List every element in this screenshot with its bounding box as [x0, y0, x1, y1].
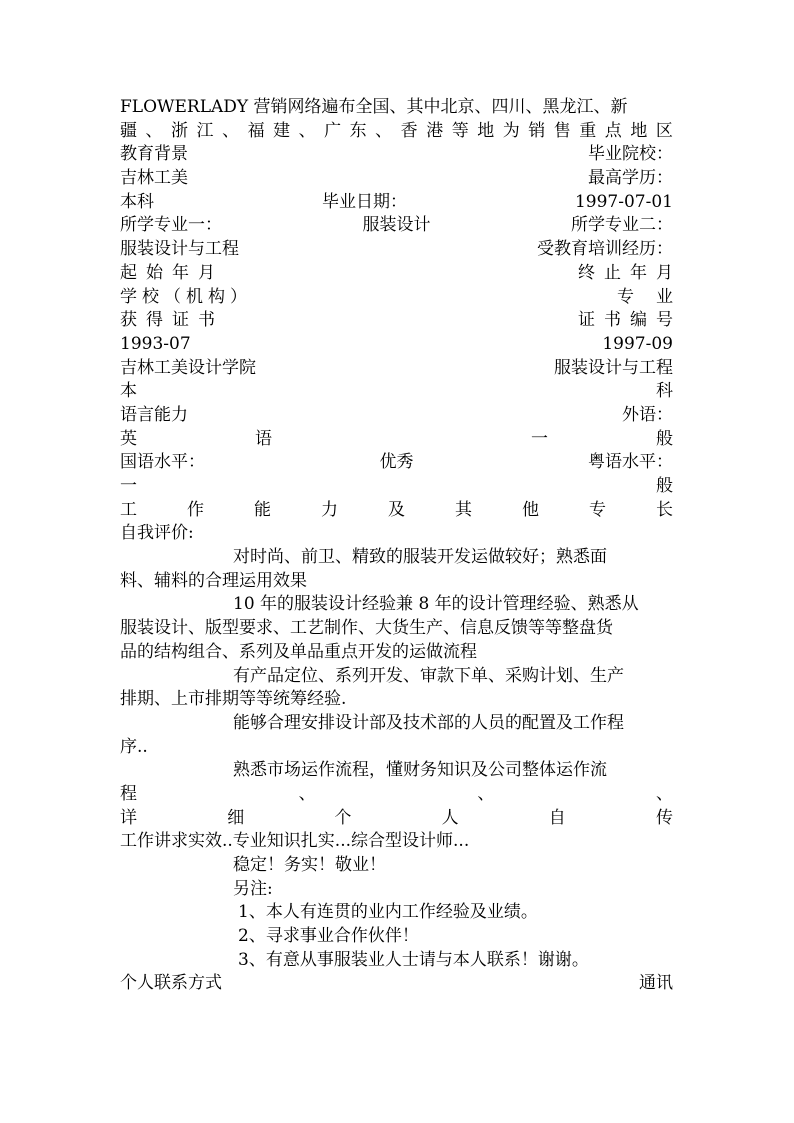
education-heading-row: [120, 143, 673, 167]
intro-char: 疆: [120, 120, 137, 141]
label-char: 学: [120, 286, 137, 307]
major2-row: [120, 238, 673, 262]
heading-char: 详: [120, 807, 137, 828]
text-char: 、: [477, 783, 495, 804]
school-value: 吉林工美: [120, 168, 188, 189]
self-eval-p2-line3: 品的结构组合、系列及单品重点开发的运做流程: [120, 641, 477, 662]
cantonese-level-char: 般: [656, 476, 673, 496]
text-char: 程: [120, 783, 137, 804]
intro-char: 香: [400, 120, 418, 141]
intro-char: 港: [426, 120, 444, 141]
self-eval-p5-line2: [120, 783, 673, 807]
training-end: 1997-09: [602, 333, 673, 354]
intro-char: 地: [630, 120, 648, 141]
major2-label: 所学专业二：: [571, 215, 673, 236]
cert-header-row: [120, 309, 673, 333]
foreign-lang-char: 英: [120, 428, 137, 449]
heading-char: 专: [589, 499, 606, 520]
intro-char: 江: [196, 120, 214, 141]
self-eval-p1-line1: 对时尚、前卫、精致的服装开发运做较好；熟悉面: [233, 547, 607, 568]
cert-label: [120, 309, 215, 333]
heading-char: 工: [120, 499, 137, 520]
cantonese-row: [120, 475, 673, 499]
intro-char: 、: [145, 120, 163, 141]
heading-char: 能: [254, 499, 271, 520]
notes-label: 另注:: [233, 878, 273, 899]
contact-row: [120, 972, 673, 996]
label-char: 书: [604, 310, 621, 331]
intro-char: 地: [477, 120, 495, 141]
grad-date-label: 毕业日期：: [321, 191, 407, 212]
training-school-row: [120, 357, 673, 381]
label-char: 构: [208, 286, 225, 307]
label-char: 月: [198, 262, 215, 283]
training-label: 受教育培训经历：: [537, 239, 673, 260]
foreign-level-char: 一: [531, 428, 548, 449]
heading-char: 他: [522, 499, 539, 520]
intro-char: 浙: [171, 120, 189, 141]
intro-char: 为: [502, 120, 520, 141]
resume-body: [120, 96, 673, 996]
heading-char: 其: [455, 499, 472, 520]
self-eval-p3-line1: 有产品定位、系列开发、审款下单、采购计划、生产: [233, 665, 624, 686]
label-char: 始: [146, 262, 163, 283]
label-char: 得: [146, 310, 163, 331]
cantonese-label: 粤语水平：: [588, 452, 673, 473]
training-cert-row: [120, 380, 673, 404]
text-char: 、: [298, 783, 316, 804]
degree-row: [120, 191, 673, 215]
school-label: 毕业院校：: [588, 144, 673, 165]
cert-no-label: [578, 309, 673, 333]
intro-char: 、: [222, 120, 240, 141]
self-eval-label: 自我评价:: [120, 523, 194, 544]
training-cert: 本: [120, 381, 137, 402]
note-2: 2、寻求事业合作伙伴！: [238, 926, 419, 947]
grad-date-value: 1997-07-01: [574, 191, 673, 212]
intro-char: 重: [579, 120, 597, 141]
specialty-label: [617, 286, 673, 310]
language-heading-row: [120, 404, 673, 428]
intro-line-1: FLOWERLADY 营销网络遍布全国、其中北京、四川、黑龙江、新: [120, 97, 628, 117]
label-char: 证: [172, 310, 189, 331]
label-char: 年: [172, 262, 189, 283]
contact-heading: 个人联系方式: [120, 973, 222, 994]
heading-char: 人: [441, 807, 459, 828]
school-row: [120, 167, 673, 191]
intro-char: 、: [298, 120, 316, 141]
skills-heading: [120, 499, 673, 523]
training-major: 服装设计与工程: [554, 357, 673, 378]
label-char: ）: [230, 286, 247, 307]
date-header-row: [120, 262, 673, 286]
text-char: 、: [655, 783, 673, 804]
heading-char: 个: [334, 807, 352, 828]
label-char: 校: [142, 286, 159, 307]
heading-char: 长: [656, 499, 673, 520]
self-eval-p5-line1: 熟悉市场运作流程，懂财务知识及公司整体运作流: [233, 760, 607, 781]
heading-char: 作: [187, 499, 204, 520]
motto-text: 稳定！务实！敬业！: [233, 855, 386, 875]
foreign-lang-char: 语: [255, 428, 272, 449]
heading-char: 细: [227, 807, 245, 828]
label-char: 号: [656, 310, 673, 331]
heading-char: 自: [548, 807, 566, 828]
label-char: 止: [604, 262, 621, 283]
intro-char: 点: [604, 120, 622, 141]
heading-char: 传: [655, 807, 673, 828]
label-char: 获: [120, 310, 137, 331]
label-char: 书: [198, 310, 215, 331]
label-char: 业: [656, 286, 673, 307]
heading-char: 力: [321, 499, 338, 520]
intro-char: 售: [553, 120, 571, 141]
intro-char: 东: [349, 120, 367, 141]
label-char: 机: [186, 286, 203, 307]
foreign-level-char: 般: [656, 428, 673, 449]
major1-value: 服装设计: [362, 215, 431, 236]
self-eval-p2-line1: 10 年的服装设计经验兼 8 年的设计管理经验、熟悉从: [233, 594, 639, 615]
self-eval-p4-line1: 能够合理安排设计部及技术部的人员的配置及工作程: [233, 712, 624, 733]
contact-label: 通讯: [639, 973, 673, 994]
major-row: [120, 214, 673, 238]
note-1: 1、本人有连贯的业内工作经验及业绩。: [238, 902, 538, 923]
label-char: 编: [630, 310, 647, 331]
intro-line-2: [120, 120, 673, 144]
autobiography-text: 工作讲求实效..专业知识扎实...综合型设计师...: [120, 831, 470, 852]
self-eval-p1-line2: 料、辅料的合理运用效果: [120, 570, 307, 591]
label-char: 专: [617, 286, 634, 307]
institution-label: [120, 286, 247, 310]
label-char: 月: [656, 262, 673, 283]
label-char: （: [164, 286, 181, 307]
foreign-row: [120, 428, 673, 452]
degree-value: 本科: [120, 191, 154, 212]
cantonese-level-char: 一: [120, 476, 137, 496]
training-start: 1993-07: [120, 333, 191, 354]
mandarin-level: 优秀: [379, 452, 414, 473]
degree-label: 最高学历：: [588, 168, 673, 189]
heading-char: 及: [388, 499, 405, 520]
institution-header-row: [120, 286, 673, 310]
intro-char: 销: [528, 120, 546, 141]
label-char: 起: [120, 262, 137, 283]
intro-char: 建: [273, 120, 291, 141]
mandarin-label: 国语水平：: [120, 452, 205, 473]
label-char: 证: [578, 310, 595, 331]
start-date-label: [120, 262, 215, 286]
intro-char: 广: [324, 120, 342, 141]
major1-label: 所学专业一：: [120, 215, 222, 236]
label-char: 年: [630, 262, 647, 283]
intro-char: 、: [375, 120, 393, 141]
education-heading: 教育背景: [120, 144, 188, 165]
intro-char: 区: [655, 120, 673, 141]
language-heading: 语言能力: [120, 404, 188, 425]
training-dates-row: [120, 333, 673, 357]
self-eval-p4-line2: 序..: [120, 736, 148, 757]
end-date-label: [578, 262, 673, 286]
dialect-row: [120, 451, 673, 475]
self-eval-p3-line2: 排期、上市排期等等统筹经验.: [120, 689, 347, 710]
intro-char: 等: [451, 120, 469, 141]
note-3: 3、有意从事服装业人士请与本人联系！谢谢。: [238, 949, 589, 970]
autobiography-heading: [120, 807, 673, 831]
label-char: 终: [578, 262, 595, 283]
foreign-label: 外语：: [622, 404, 673, 425]
training-school: 吉林工美设计学院: [120, 357, 256, 378]
major2-value: 服装设计与工程: [120, 239, 239, 260]
self-eval-p2-line2: 服装设计、版型要求、工艺制作、大货生产、信息反馈等等整盘货: [120, 618, 613, 639]
training-cert-no: 科: [656, 381, 673, 402]
intro-char: 福: [247, 120, 265, 141]
